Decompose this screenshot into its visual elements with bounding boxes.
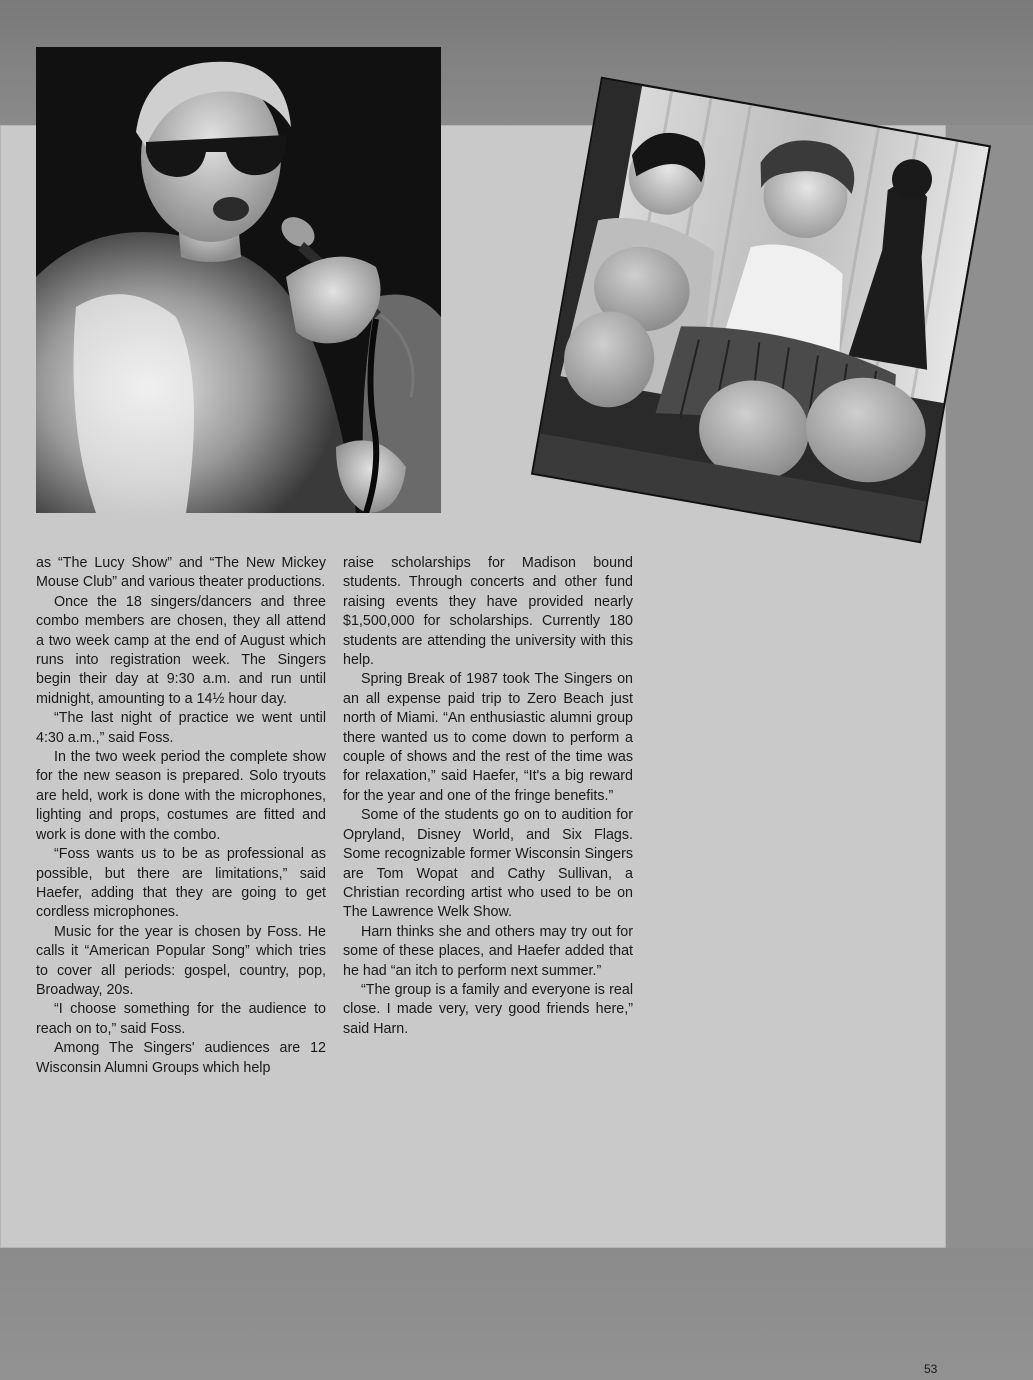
- right-paragraph-4: Harn thinks she and others may try out for some of these places, and Haefer added that he had “an itch to perform next summer.”: [343, 923, 633, 979]
- dancers-photo: [533, 79, 989, 541]
- right-paragraph-1: raise scholarships for Madison bound students. Through concerts and other fund raising events they have provided nearly $1,500,000 for scholarships. Currently 180 students are attending the university with this help.: [343, 555, 633, 669]
- left-paragraph-4: In the two week period the complete show for the new season is prepared. Solo tryouts are held, work is done with the microphones, lighting and props, costumes are fitted and work is done with the combo.: [36, 749, 326, 843]
- article-left-column: [36, 554, 326, 1078]
- dancers-photo-frame: [533, 79, 989, 541]
- left-paragraph-5: “Foss wants us to be as professional as possible, but there are limitations,” said Haefer, adding that they are going to get cordless microphones.: [36, 846, 326, 921]
- right-paragraph-3: Some of the students go on to audition for Opryland, Disney World, and Six Flags. Some recognizable former Wisconsin Singers are Tom Wopat and Cathy Sullivan, a Christian recording artist who used to be on The Lawrence Welk Show.: [343, 807, 633, 921]
- article-right-column: [343, 554, 633, 1039]
- left-paragraph-7: “I choose something for the audience to reach on to,” said Foss.: [36, 1001, 326, 1037]
- right-paragraph-5: “The group is a family and everyone is real close. I made very, very good friends here,” said Harn.: [343, 981, 633, 1037]
- left-paragraph-3: “The last night of practice we went until 4:30 a.m.,” said Foss.: [36, 710, 326, 746]
- page-number: 53: [924, 1362, 938, 1376]
- left-paragraph-2: Once the 18 singers/dancers and three combo members are chosen, they all attend a two week camp at the end of August which runs into registration week. The Singers begin their day at 9:30 a.m. and run until midnight, amounting to a 14½ hour day.: [36, 593, 326, 707]
- left-paragraph-6: Music for the year is chosen by Foss. He calls it “American Popular Song” which tries to cover all periods: gospel, country, pop, Broadway, 20s.: [36, 923, 326, 998]
- singer-photo: [36, 47, 441, 513]
- bottom-background-band: [0, 1248, 1033, 1380]
- right-paragraph-2: Spring Break of 1987 took The Singers on an all expense paid trip to Zero Beach just north of Miami. “An enthusiastic alumni group there wanted us to come down to perform a couple of shows and the rest of the time was for relaxation,” said Haefer, “It's a big reward for the year and one of the fringe benefits.”: [343, 671, 633, 804]
- left-paragraph-8: Among The Singers' audiences are 12 Wisconsin Alumni Groups which help: [36, 1040, 326, 1076]
- left-paragraph-1: as “The Lucy Show” and “The New Mickey Mouse Club” and various theater productions.: [36, 555, 326, 591]
